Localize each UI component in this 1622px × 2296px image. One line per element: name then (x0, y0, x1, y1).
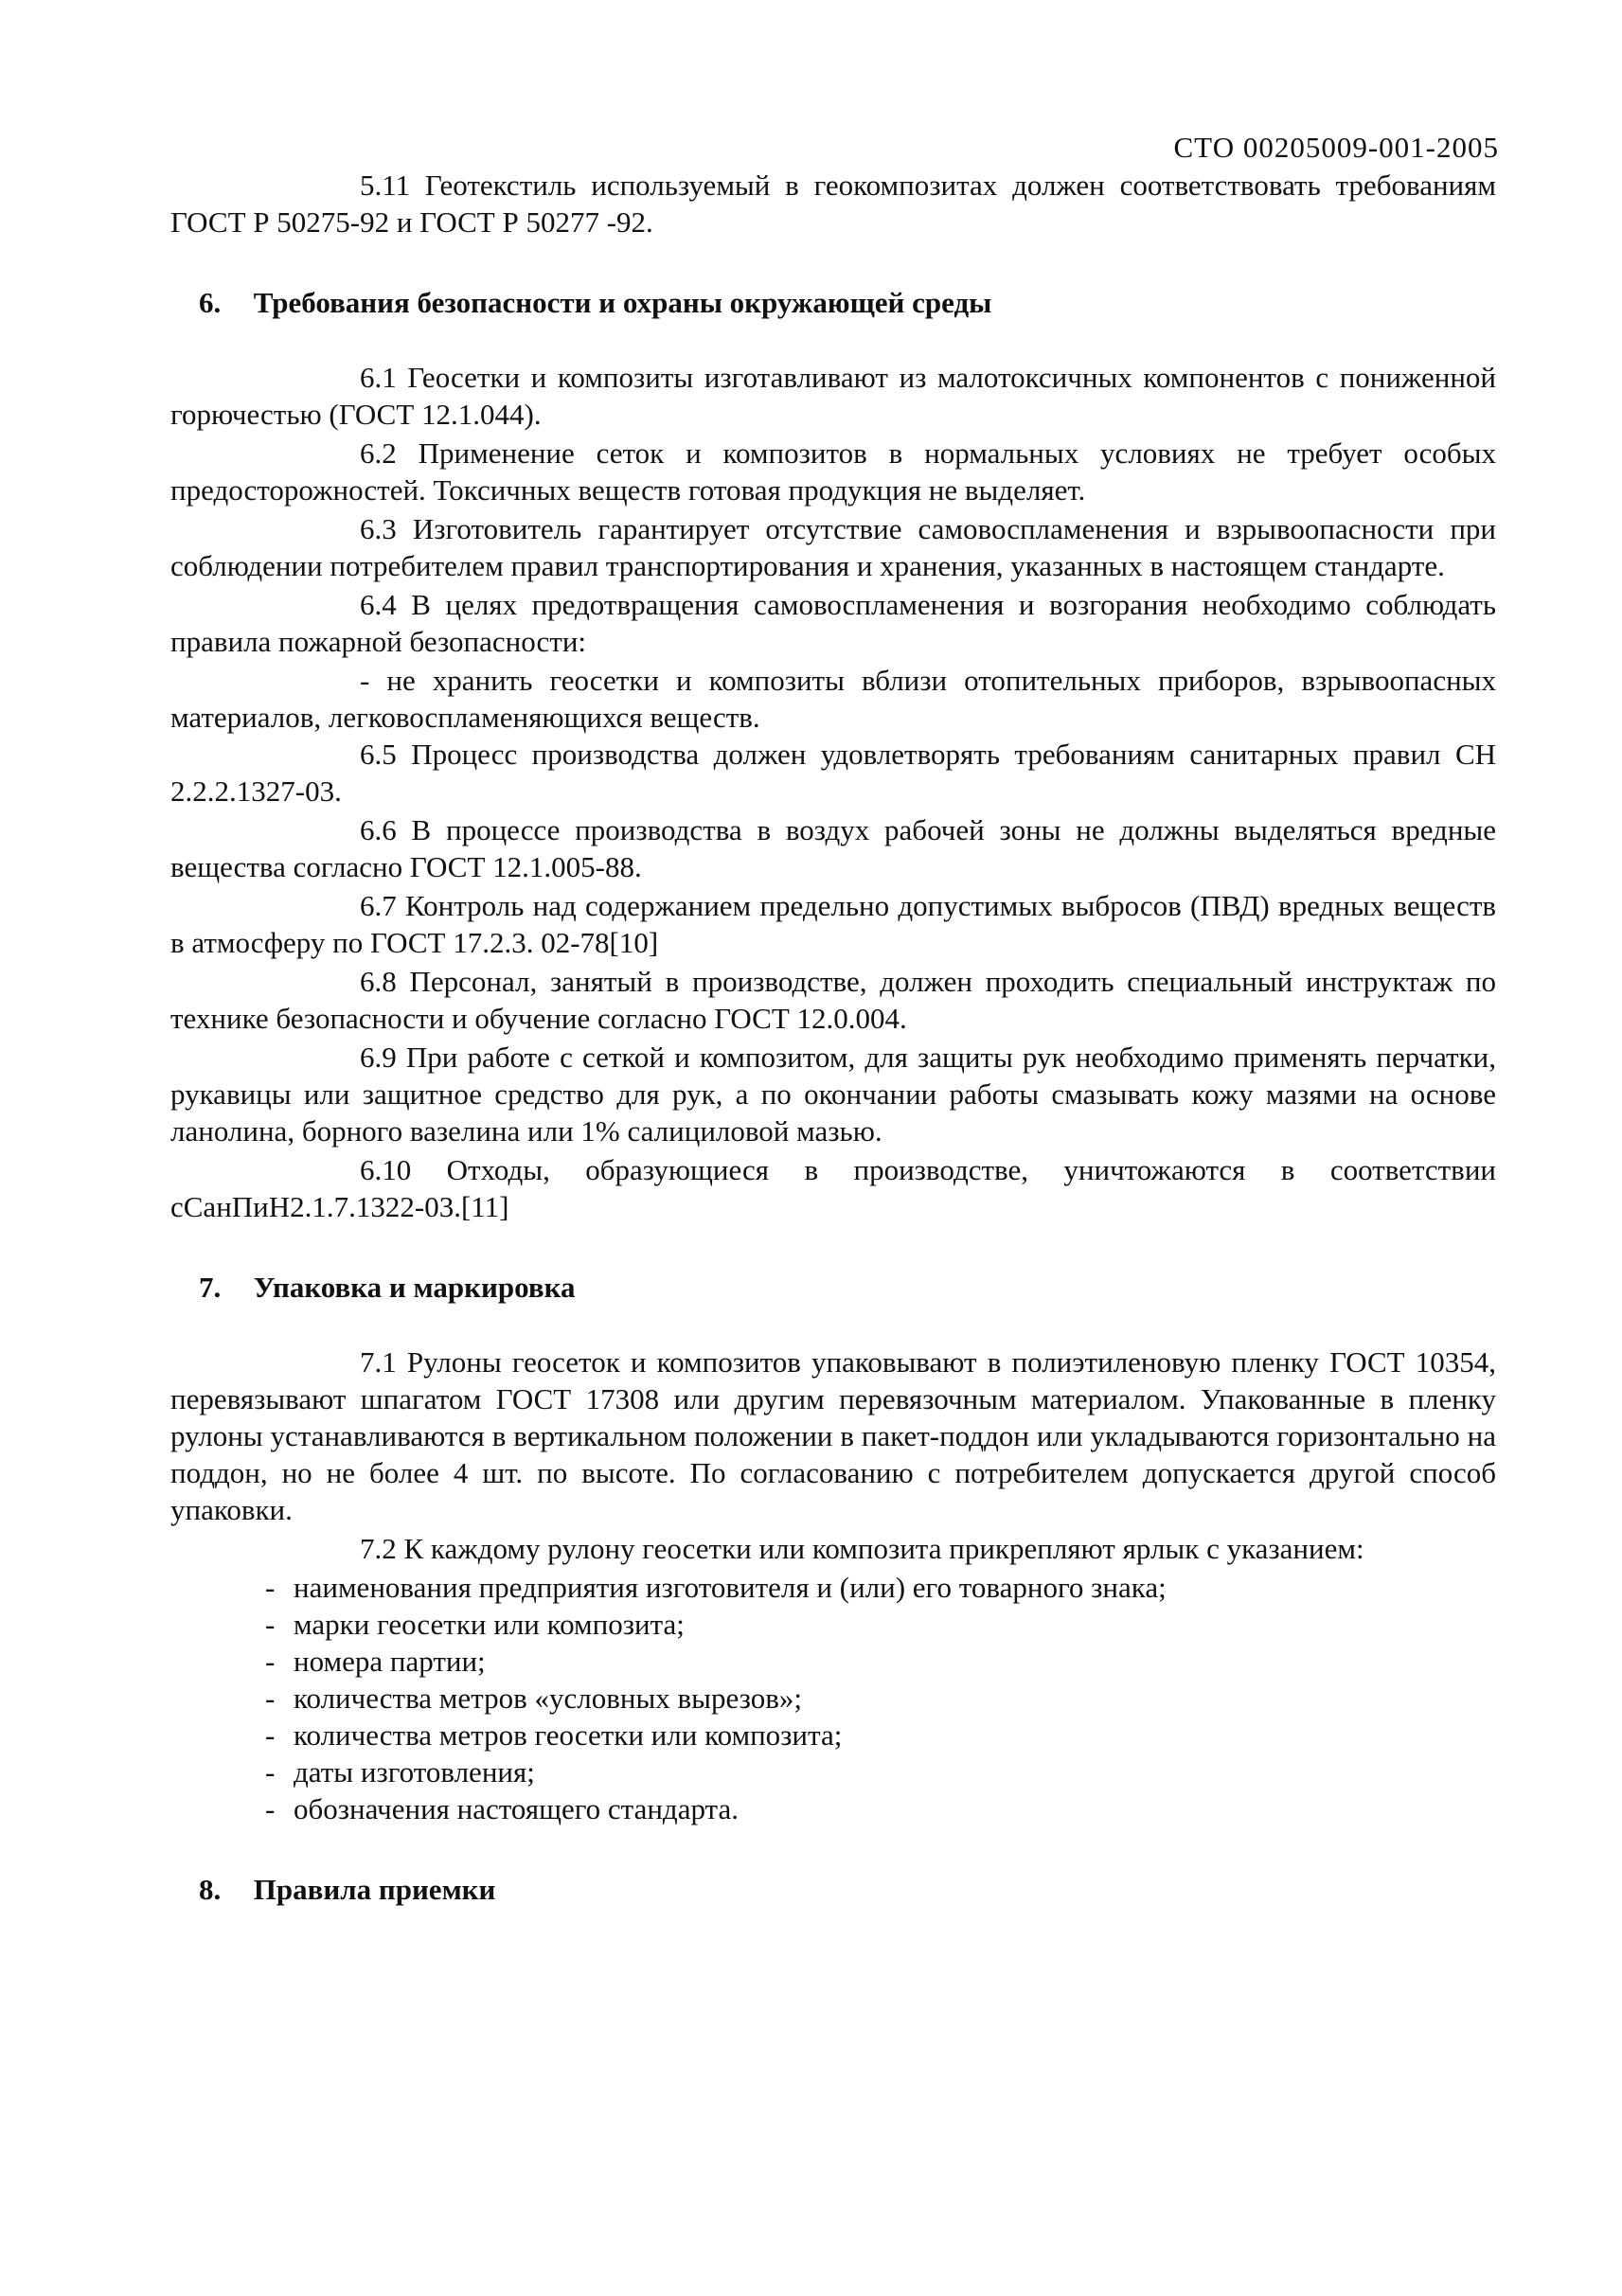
clause-number: 6.3 (360, 512, 397, 545)
clause-number: 6.5 (360, 738, 397, 771)
clause-text: Контроль над содержанием предельно допустимых выбросов (ПВД) вредных веществ в атмосферу по ГОСТ 17.2.3. 02-78[10] (170, 889, 1497, 959)
clause-number: 6.8 (360, 965, 397, 998)
clause-number: 6.1 (360, 361, 397, 394)
section-title: Требования безопасности и охраны окружающей среды (253, 286, 992, 319)
clause-text: Процесс производства должен удовлетворять требованиям санитарных правил СН 2.2.2.1327-03. (170, 738, 1497, 808)
dash-marker: - (265, 1792, 276, 1825)
clause-6-6 (170, 811, 1496, 885)
section-number: 6. (199, 286, 222, 319)
dash-item-text: не хранить геосетки и композиты вблизи отопительных приборов, взрывоопасных материалов, легковоспламеняющихся веществ. (170, 664, 1496, 734)
clause-6-4 (170, 586, 1496, 660)
clause-text: Геосетки и композиты изготавливают из малотоксичных компонентов с пониженной горючестью (ГОСТ 12.1.044). (170, 361, 1497, 431)
list-item-text: обозначения настоящего стандарта. (294, 1792, 739, 1825)
clause-text: Отходы, образующиеся в производстве, уничтожаются в соответствии сСанПиН2.1.7.1322-03.[11] (170, 1153, 1496, 1223)
clause-7-1 (170, 1344, 1496, 1528)
list-item-text: номера партии; (294, 1645, 486, 1678)
section-title: Упаковка и маркировка (253, 1271, 576, 1304)
clause-6-8 (170, 963, 1496, 1037)
clause-6-9 (170, 1039, 1496, 1149)
clause-number: 6.9 (360, 1041, 397, 1074)
clause-7-2 (170, 1530, 1496, 1567)
document-code: СТО 00205009-001-2005 (1173, 131, 1499, 164)
clause-text: В процессе производства в воздух рабочей зоны не должны выделяться вредные вещества согласно ГОСТ 12.1.005-88. (170, 813, 1496, 883)
dash-marker: - (265, 1608, 276, 1641)
clause-text: Применение сеток и композитов в нормальных условиях не требует особых предосторожностей. Токсичных веществ готовая продукция не выделяет. (170, 436, 1497, 507)
clause-text: Изготовитель гарантирует отсутствие самовоспламенения и взрывоопасности при соблюдении потребителем правил транспортирования и хранения, указанных в настоящем стандарте. (170, 512, 1496, 582)
clause-number: 6.6 (360, 813, 397, 846)
clause-text: Рулоны геосеток и композитов упаковывают в полиэтиленовую пленку ГОСТ 10354, перевязывают шпагатом ГОСТ 17308 или другим перевязочным материалом. Упакованные в пленку рулоны устанавливаются в вертикальном положении в пакет-поддон или укладываются горизонтально на поддон, но не более 4 шт. по высоте. По согласованию с потребителем допускается другой способ упаковки. (170, 1345, 1497, 1526)
clause-5-11 (170, 167, 1496, 240)
section-number: 7. (199, 1271, 222, 1304)
list-item (265, 1606, 1496, 1643)
section-number: 8. (199, 1873, 222, 1906)
clause-text: Персонал, занятый в производстве, должен проходить специальный инструктаж по технике безопасности и обучение согласно ГОСТ 12.0.004. (170, 965, 1496, 1035)
clause-number: 6.2 (360, 436, 397, 470)
clause-text: К каждому рулону геосетки или композита прикрепляют ярлык с указанием: (403, 1532, 1364, 1565)
dash-marker: - (265, 1718, 276, 1752)
clause-text: В целях предотвращения самовоспламенения и возгорания необходимо соблюдать правила пожарной безопасности: (170, 588, 1496, 658)
clause-6-5 (170, 736, 1496, 810)
clause-text: Геотекстиль используемый в геокомпозитах должен соответствовать требованиям ГОСТ Р 50275-92 и ГОСТ Р 50277 -92. (170, 169, 1497, 239)
list-item (265, 1569, 1496, 1606)
clause-6-4-dash-item (170, 662, 1496, 736)
dash-marker: - (265, 1571, 276, 1604)
section-8-heading (199, 1871, 1496, 1908)
list-item (265, 1790, 1496, 1827)
clause-6-3 (170, 510, 1496, 584)
clause-number: 6.4 (360, 588, 397, 621)
clause-text: При работе с сеткой и композитом, для защиты рук необходимо применять перчатки, рукавицы или защитное средство для рук, а по окончании работы смазывать кожу мазями на основе ланолина, борного вазелина или 1% салициловой мазью. (170, 1041, 1497, 1148)
list-item-text: наименования предприятия изготовителя и (или) его товарного знака; (294, 1571, 1167, 1604)
dash-marker: - (265, 1645, 276, 1678)
section-7-heading (199, 1269, 1496, 1306)
dash-marker: - (265, 1682, 276, 1715)
section-title: Правила приемки (253, 1873, 496, 1906)
clause-number: 5.11 (360, 169, 411, 202)
clause-6-7 (170, 887, 1496, 961)
list-item (265, 1753, 1496, 1790)
list-item-text: количества метров геосетки или композита; (294, 1718, 843, 1752)
list-item (265, 1680, 1496, 1717)
clause-6-1 (170, 359, 1496, 433)
clause-6-10 (170, 1151, 1496, 1225)
label-contents-list (265, 1569, 1496, 1827)
document-body (170, 167, 1496, 1946)
list-item-text: даты изготовления; (294, 1755, 535, 1789)
list-item (265, 1717, 1496, 1753)
clause-6-2 (170, 435, 1496, 508)
list-item-text: марки геосетки или композита; (294, 1608, 685, 1641)
dash-marker: - (360, 664, 370, 697)
dash-marker: - (265, 1755, 276, 1789)
clause-number: 7.2 (360, 1532, 397, 1565)
clause-number: 6.10 (360, 1153, 412, 1186)
clause-number: 6.7 (360, 889, 397, 922)
list-item (265, 1643, 1496, 1680)
list-item-text: количества метров «условных вырезов»; (294, 1682, 802, 1715)
section-6-heading (199, 284, 1496, 321)
clause-number: 7.1 (360, 1345, 397, 1379)
